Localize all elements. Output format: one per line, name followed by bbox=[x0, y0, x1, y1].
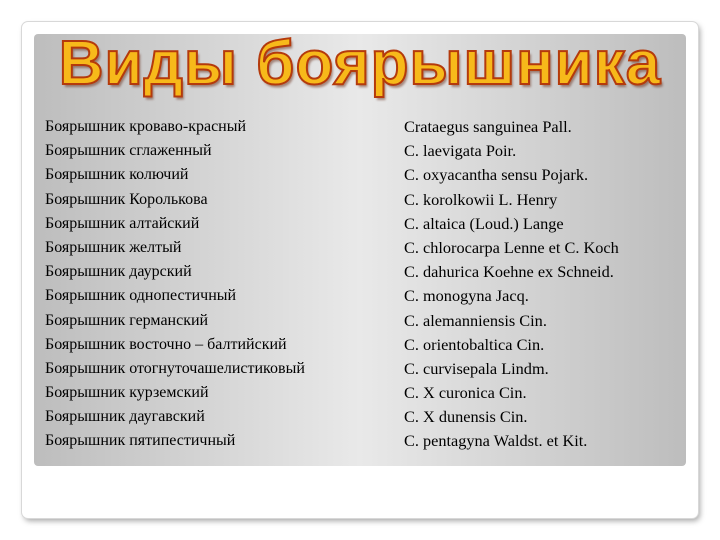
list-item: Боярышник сглаженный bbox=[45, 142, 212, 160]
list-item: C. X dunensis Cin. bbox=[404, 407, 528, 427]
list-item: C. oxyacantha sensu Pojark. bbox=[404, 165, 589, 185]
list-item: Боярышник германский bbox=[45, 311, 209, 329]
list-item: Боярышник алтайский bbox=[45, 214, 200, 232]
list-item: C. pentagyna Waldst. et Kit. bbox=[404, 431, 588, 451]
list-item: Боярышник однопестичный bbox=[45, 287, 237, 305]
list-item: C. orientobaltica Cin. bbox=[404, 334, 545, 354]
list-item: C. laevigata Poir. bbox=[404, 141, 517, 161]
list-item: Боярышник кроваво-красный bbox=[45, 118, 247, 135]
slide-title: Виды боярышника bbox=[58, 29, 662, 98]
list-item: Боярышник даурский bbox=[45, 263, 192, 281]
list-item: Боярышник колючий bbox=[45, 166, 189, 184]
latin-names-list bbox=[404, 115, 686, 454]
list-item: Боярышник даугавский bbox=[45, 408, 205, 426]
list-item: C. monogyna Jacq. bbox=[404, 286, 529, 306]
list-item: C. alemanniensis Cin. bbox=[404, 310, 547, 330]
title-container bbox=[34, 16, 686, 112]
list-item: C. altaica (Loud.) Lange bbox=[404, 213, 564, 233]
list-item: C. korolkowii L. Henry bbox=[404, 189, 558, 209]
list-item: Боярышник желтый bbox=[45, 238, 182, 256]
list-item: Боярышник Королькова bbox=[45, 190, 208, 208]
list-item: Crataegus sanguinea Pall. bbox=[404, 117, 572, 136]
list-item: Боярышник отогнуточашелистиковый bbox=[45, 359, 305, 377]
russian-names-list bbox=[45, 115, 400, 454]
list-item: C. chlorocarpa Lenne et C. Koch bbox=[404, 237, 619, 257]
list-item: Боярышник пятипестичный bbox=[45, 432, 236, 450]
list-item: Боярышник восточно – балтийский bbox=[45, 335, 287, 353]
list-item: C. X curonica Cin. bbox=[404, 383, 527, 403]
list-item: C. curvisepala Lindm. bbox=[404, 358, 549, 378]
list-item: Боярышник курземский bbox=[45, 384, 209, 402]
list-item: C. dahurica Koehne ex Schneid. bbox=[404, 262, 614, 282]
